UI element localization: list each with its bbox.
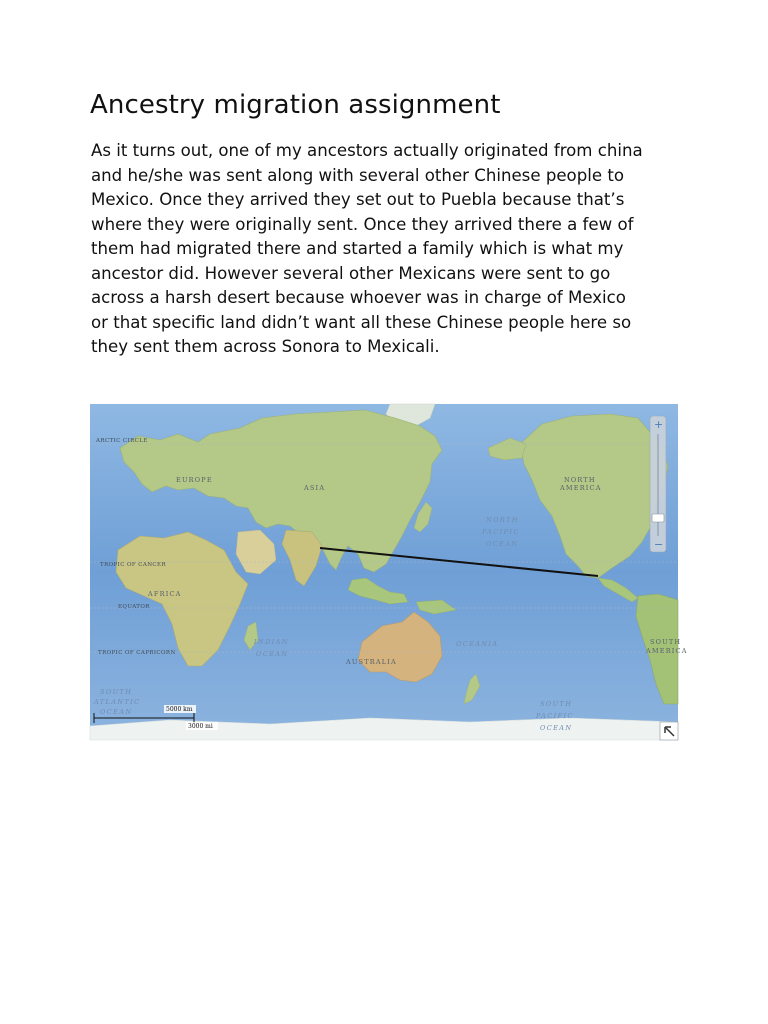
expand-arrow-icon[interactable] — [660, 722, 678, 740]
label-south-pacific-1: SOUTH — [540, 700, 573, 708]
body-line: ancestor did. However several other Mexicans were sent to go — [91, 263, 611, 283]
body-line: As it turns out, one of my ancestors actually originated from china — [91, 141, 643, 160]
label-indian-ocean-1: INDIAN — [254, 638, 289, 646]
label-south-atlantic-1: SOUTH — [100, 688, 133, 696]
label-tropic-of-cancer: TROPIC OF CANCER — [100, 562, 166, 568]
land-antarctica — [90, 718, 678, 740]
label-south-atlantic-2: ATLANTIC — [94, 698, 141, 706]
body-line: where they were originally sent. Once they arrived there a few of — [91, 214, 634, 234]
label-south-atlantic-3: OCEAN — [100, 708, 133, 716]
body-line: or that specific land didn’t want all these Chinese people here so — [91, 312, 632, 332]
label-indian-ocean-2: OCEAN — [256, 650, 289, 658]
migration-map[interactable] — [90, 404, 688, 740]
label-tropic-of-capricorn: TROPIC OF CAPRICORN — [98, 650, 176, 656]
label-south-pacific-2: PACIFIC — [536, 712, 574, 720]
label-south-america-1: SOUTH — [650, 638, 682, 646]
body-line: and he/she was sent along with several other Chinese people to — [91, 165, 624, 185]
label-africa: AFRICA — [148, 590, 182, 598]
body-paragraph — [91, 139, 691, 360]
label-arctic-circle: ARCTIC CIRCLE — [96, 438, 148, 444]
label-north-pacific-3: OCEAN — [486, 540, 519, 548]
label-north-pacific-2: PACIFIC — [482, 528, 520, 536]
scale-km-label: 5000 km — [166, 706, 193, 713]
zoom-out-button[interactable]: − — [654, 538, 664, 551]
label-asia: ASIA — [304, 484, 326, 492]
body-line: across a harsh desert because whoever was in charge of Mexico — [91, 288, 626, 307]
document-title: Ancestry migration assignment — [90, 90, 501, 120]
label-equator: EQUATOR — [118, 604, 150, 610]
zoom-in-button[interactable]: + — [654, 418, 664, 431]
scale-mi-label: 3000 mi — [188, 723, 213, 730]
zoom-handle[interactable] — [652, 514, 664, 522]
label-north-pacific-1: NORTH — [486, 516, 519, 524]
body-line: they sent them across Sonora to Mexicali. — [91, 337, 440, 356]
label-south-america-2: AMERICA — [646, 647, 688, 655]
label-australia: AUSTRALIA — [346, 658, 397, 666]
label-south-pacific-3: OCEAN — [540, 724, 573, 732]
body-line: them had migrated there and started a family which is what my — [91, 239, 624, 258]
label-oceania: OCEANIA — [456, 640, 499, 648]
label-north-america-1: NORTH — [564, 476, 596, 484]
body-line: Mexico. Once they arrived they set out to Puebla because that’s — [91, 190, 625, 209]
label-europe: EUROPE — [176, 476, 213, 484]
world-map — [90, 404, 688, 740]
label-north-america-2: AMERICA — [560, 484, 602, 492]
zoom-slider-icon[interactable] — [650, 416, 666, 552]
